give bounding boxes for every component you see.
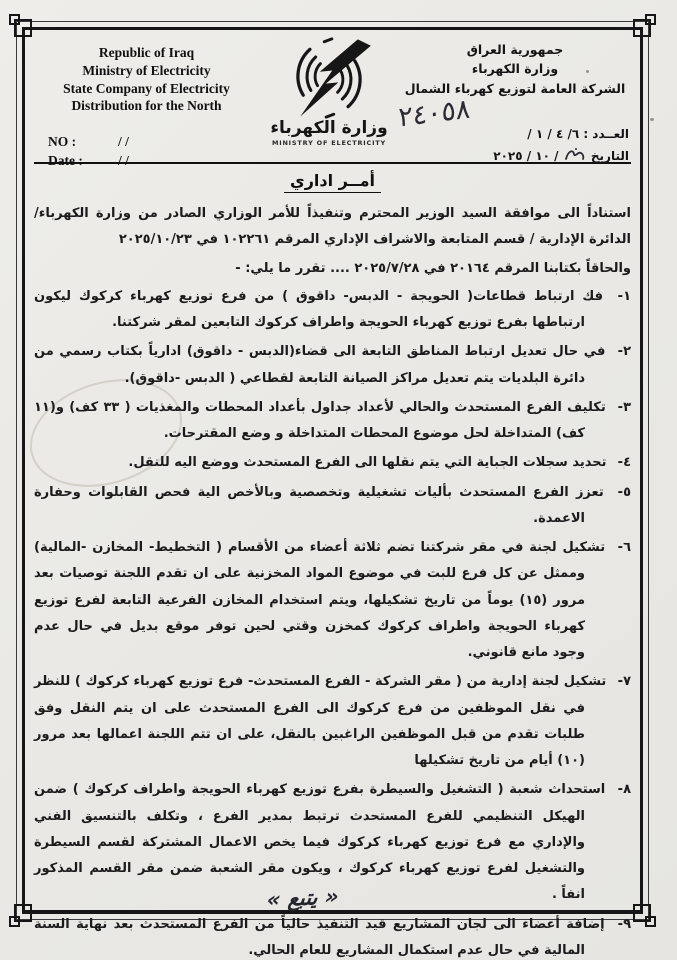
item-text: في حال تعديل ارتباط المناطق التابعة الى قضاء(الدبس - داقوق) ادارياً بكتاب رسمي من دائرة البلديات يتم تعديل مراكز الصيانة التابعة لقطاعي ( الدبس -داقوق). (34, 344, 606, 386)
continued-note-wrap (34, 886, 571, 910)
item-text: تشكيل لجنة إدارية من ( مقر الشركة - الفرع المستحدث- فرع توزيع كهرباء كركوك ) للنظر في نقل الموظفين من فرع كركوك الى الفرع المستحدث على ان يتم النقل وفق طلبات تقدم من قبل الموظفين الراغبين بالنقل، على ان تتم اللجنة اعمالها بعد مرور (١٠) أيام من تاريخ تشكيلها (34, 674, 607, 768)
letterhead-english-line: Distribution for the North (71, 98, 222, 114)
number-date-fields-arabic (399, 124, 631, 170)
item-text: تحديد سجلات الجباية التي يتم نقلها الى الفرع المستحدث ووضع اليه للنقل. (128, 455, 607, 471)
letterhead-english-line: State Company of Electricity (63, 80, 230, 96)
border-corner-ornament (14, 19, 32, 37)
border-corner-ornament (14, 904, 32, 922)
letterhead-english-line: Republic of Iraq (98, 45, 195, 60)
item-number: ١- (617, 288, 632, 304)
date-line-label: التاريخ (590, 148, 629, 163)
letterhead-arabic-line: الشركة العامة لتوزيع كهرباء الشمال (404, 80, 626, 96)
item-text: فك ارتباط قطاعات( الحويجة - الدبس- داقوق ) من فرع توزيع كهرباء كركوك ليكون ارتباطها بفرع توزيع كهرباء الحويجة واطراف كركوك التابعين لمقر شركتنا. (34, 288, 604, 330)
no-value: / / (118, 134, 129, 150)
document-content (34, 32, 632, 958)
logo-english-name: MINISTRY OF ELECTRICITY (271, 139, 387, 147)
no-label: NO : (48, 134, 77, 150)
letterhead-arabic-line: جمهورية العراق (466, 42, 564, 57)
order-item (34, 535, 631, 666)
document-date-line (399, 146, 629, 171)
order-item (34, 912, 631, 960)
ministry-logo (259, 32, 399, 147)
date-line-value: / ١٠ / ٢٠٢٥ (493, 148, 559, 163)
scan-speck (650, 118, 654, 121)
item-text: تشكيل لجنة في مقر شركتنا تضم ثلاثة أعضاء من الأقسام ( التخطيط- المخازن -المالية) وممثل عن كل فرع للبت في موضوع المواد المخزنية على ان تقدم اللجنة توصيات بعد مرور (١٥) يوماً من تاريخ تشكيلها، ويتم استخدام المخازن الفرعية التابعة لفرع توزيع كهرباء الحويجة واطراف كركوك كمخزن وقتي لحين توفر موقع بديل في حال عدم وجود مانع قانوني. (34, 540, 606, 660)
document-body (34, 201, 631, 960)
handwritten-continued-note: « يتبع » (265, 884, 340, 912)
letterhead (34, 32, 631, 169)
border-corner-ornament (633, 19, 651, 37)
item-number: ٥- (617, 484, 631, 500)
letterhead-arabic-line: وزارة الكهرباء (471, 61, 559, 77)
order-item (34, 480, 631, 533)
logo-arabic-name: وزارة الكهرباء (270, 118, 388, 138)
handwritten-document-number: ٢٤٠٥٨ (397, 93, 471, 134)
order-item (34, 284, 631, 337)
letterhead-english (34, 32, 259, 171)
order-item (34, 669, 631, 774)
item-number: ٨- (617, 782, 632, 798)
letterhead-english-line: Ministry of Electricity (82, 62, 211, 78)
item-number: ٤- (617, 455, 631, 471)
letterhead-arabic (399, 32, 631, 170)
order-items (34, 284, 631, 960)
item-number: ٦- (617, 540, 632, 555)
handwritten-day-scribble (564, 147, 586, 171)
border-corner-ornament (633, 904, 651, 922)
document-number-line: العــدد : ٦/ ٤ / ١ / (527, 127, 629, 142)
date-value: / / (118, 153, 129, 169)
item-text: تعزز الفرع المستحدث بأليات تشغيلية وتخصصية وبالأخص الية فحص القابلوات وحفارة الاعمدة. (34, 484, 604, 526)
intro-paragraph: استناداً الى موافقة السيد الوزير المحترم وتنفيذاً للأمر الوزاري الصادر من وزارة الكهرباء/ الدائرة الإدارية / قسم المتابعة والاشراف الإداري المرقم ١٠٢٢٦١ في ٢٠٢٥/١٠/٢٣ (34, 206, 631, 248)
number-date-fields-english (34, 133, 259, 171)
item-number: ٣- (617, 399, 631, 415)
item-number: ٩- (617, 916, 631, 932)
date-label: Date : (48, 153, 83, 169)
item-number: ٢- (617, 344, 631, 360)
order-item (34, 395, 631, 448)
item-number: ٧- (617, 674, 632, 690)
order-item (34, 450, 631, 476)
scan-speck (586, 70, 589, 73)
item-text: تكليف الفرع المستحدث والحالي لأعداد جداول بأعداد المحطات والمغذيات ( ٣٣ كف) و(١١ كف) المتداخلة لحل موضوع المحطات المتداخلة و وضع المقترحات. (34, 399, 606, 441)
order-item (34, 339, 631, 392)
intro-paragraph-2: والحاقاً بكتابنا المرقم ٢٠١٦٤ في ٢٠٢٥/٧/٢٨ .... تقرر ما يلي: - (235, 260, 631, 276)
item-text: استحداث شعبة ( التشغيل والسيطرة بفرع توزيع كهرباء الحويجة واطراف كركوك ) ضمن الهيكل التنظيمي للفرع المستحدث ترتبط بمدير الفرع ، وتكلف بالتنسيق الفني والإداري مع فرع توزيع كهرباء كركوك فيما يخص الاعمال المشتركة لقسم السيطرة والتشغيل لفرع توزيع كهرباء كركوك ، ويكون مقر الشعبة ضمن مقر القسم المذكور انفاً . (34, 782, 606, 903)
document-title: أمــر اداري (284, 171, 381, 193)
lightning-bolt-icon (259, 36, 399, 120)
item-text: إضافة أعضاء الى لجان المشاريع قيد التنفيذ حالياً من الفرع المستحدث بعد نهاية السنة المالية في حال عدم استكمال المشاريع للعام الحالي. (34, 916, 605, 958)
